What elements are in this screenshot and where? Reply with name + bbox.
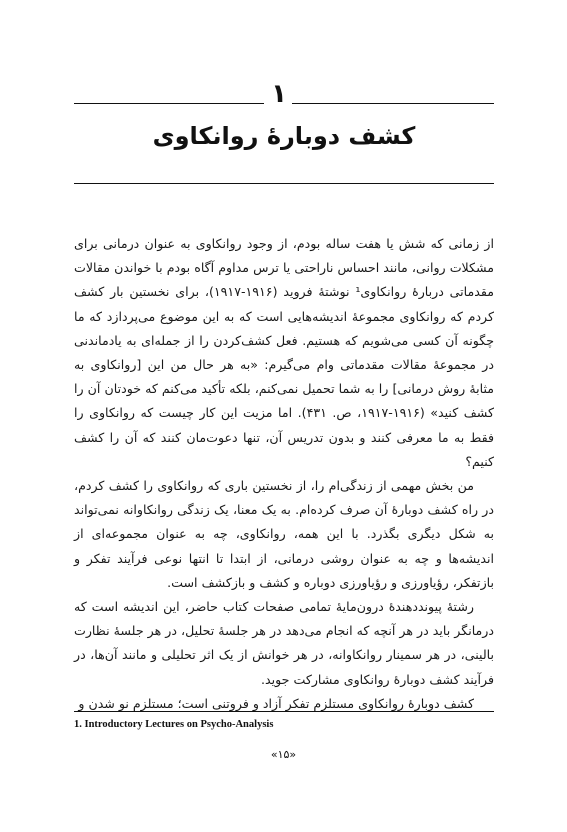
page-number: «۱۵» bbox=[270, 748, 297, 761]
chapter-rule-left bbox=[74, 103, 264, 104]
paragraph-2: من بخش مهمی از زندگی‌ام را، از نخستین باری که روانکاوی را کشف کردم، در راه کشف دوبارهٔ آن صرف کرده‌ام. به یک معنا، یک زندگی روانکاوانه نمی‌تواند به شکل دیگری بگذرد. با این همه، روانکاوی، چه به عنوان مجموعه‌ای از اندیشه‌ها و چه به عنوان روشی درمانی، از ابتدا تا انتها نوعی فرآیند تفکر و بازتفکر، رؤیاورزی و رؤیاورزی دوباره و کشف و بازکشف است. bbox=[74, 478, 494, 590]
chapter-title: کشف دوبارهٔ روانکاوی bbox=[152, 122, 416, 150]
chapter-header bbox=[74, 80, 494, 112]
footnote: 1. Introductory Lectures on Psycho-Analysis bbox=[74, 719, 274, 730]
chapter-rule-right bbox=[292, 103, 494, 104]
paragraph-3: رشتهٔ پیونددهندهٔ درون‌مایهٔ تمامی صفحات کتاب حاضر، این اندیشه است که درمانگر باید در هر آنچه که انجام می‌دهد در هر جلسهٔ تحلیل، در هر جلسهٔ نظارت بالینی، در هر سمینار روانکاوانه، در هر خوانش از یک اثر تحلیلی و مانند آن‌ها، در فرآیند کشف دوبارهٔ روانکاوی مشارکت جوید. bbox=[74, 599, 494, 687]
title-rule bbox=[74, 183, 494, 184]
body-text bbox=[74, 232, 494, 716]
paragraph-4: کشف دوبارهٔ روانکاوی مستلزم تفکر آزاد و فروتنی است؛ مستلزم نو شدن و bbox=[78, 695, 474, 711]
footnote-rule bbox=[74, 711, 494, 712]
chapter-number: ۱ bbox=[271, 79, 287, 109]
paragraph-1: از زمانی که شش یا هفت ساله بودم، از وجود روانکاوی به عنوان درمانی برای مشکلات روانی، مانند احساس ناراحتی یا ترس مداوم آگاه بودم با خواندن مقالات مقدماتی دربارهٔ روانکاوی¹ نوشتهٔ فروید (۱۹۱۶-۱۹۱۷)، برای نخستین بار کشف کردم که روانکاوی مجموعهٔ اندیشه‌هایی است که به این موضوع می‌پردازد که ما چگونه آن کسی می‌شویم که هستیم. فعل کشف‌کردن را از جمله‌ای به یادماندنی در مجموعهٔ مقالات مقدماتی وام می‌گیرم: «به هر حال من این [روانکاوی به مثابهٔ روش درمانی] را به شما تحمیل نمی‌کنم، بلکه تأکید می‌کنم که خودتان آن را کشف کنید» (۱۹۱۶-۱۹۱۷، ص. ۴۳۱). اما مزیت این کار چیست که روانکاوی را فقط به ما معرفی کنند و بدون تدریس آن، تنها دعوت‌مان کنند که آن را کشف کنیم؟ bbox=[74, 236, 494, 469]
